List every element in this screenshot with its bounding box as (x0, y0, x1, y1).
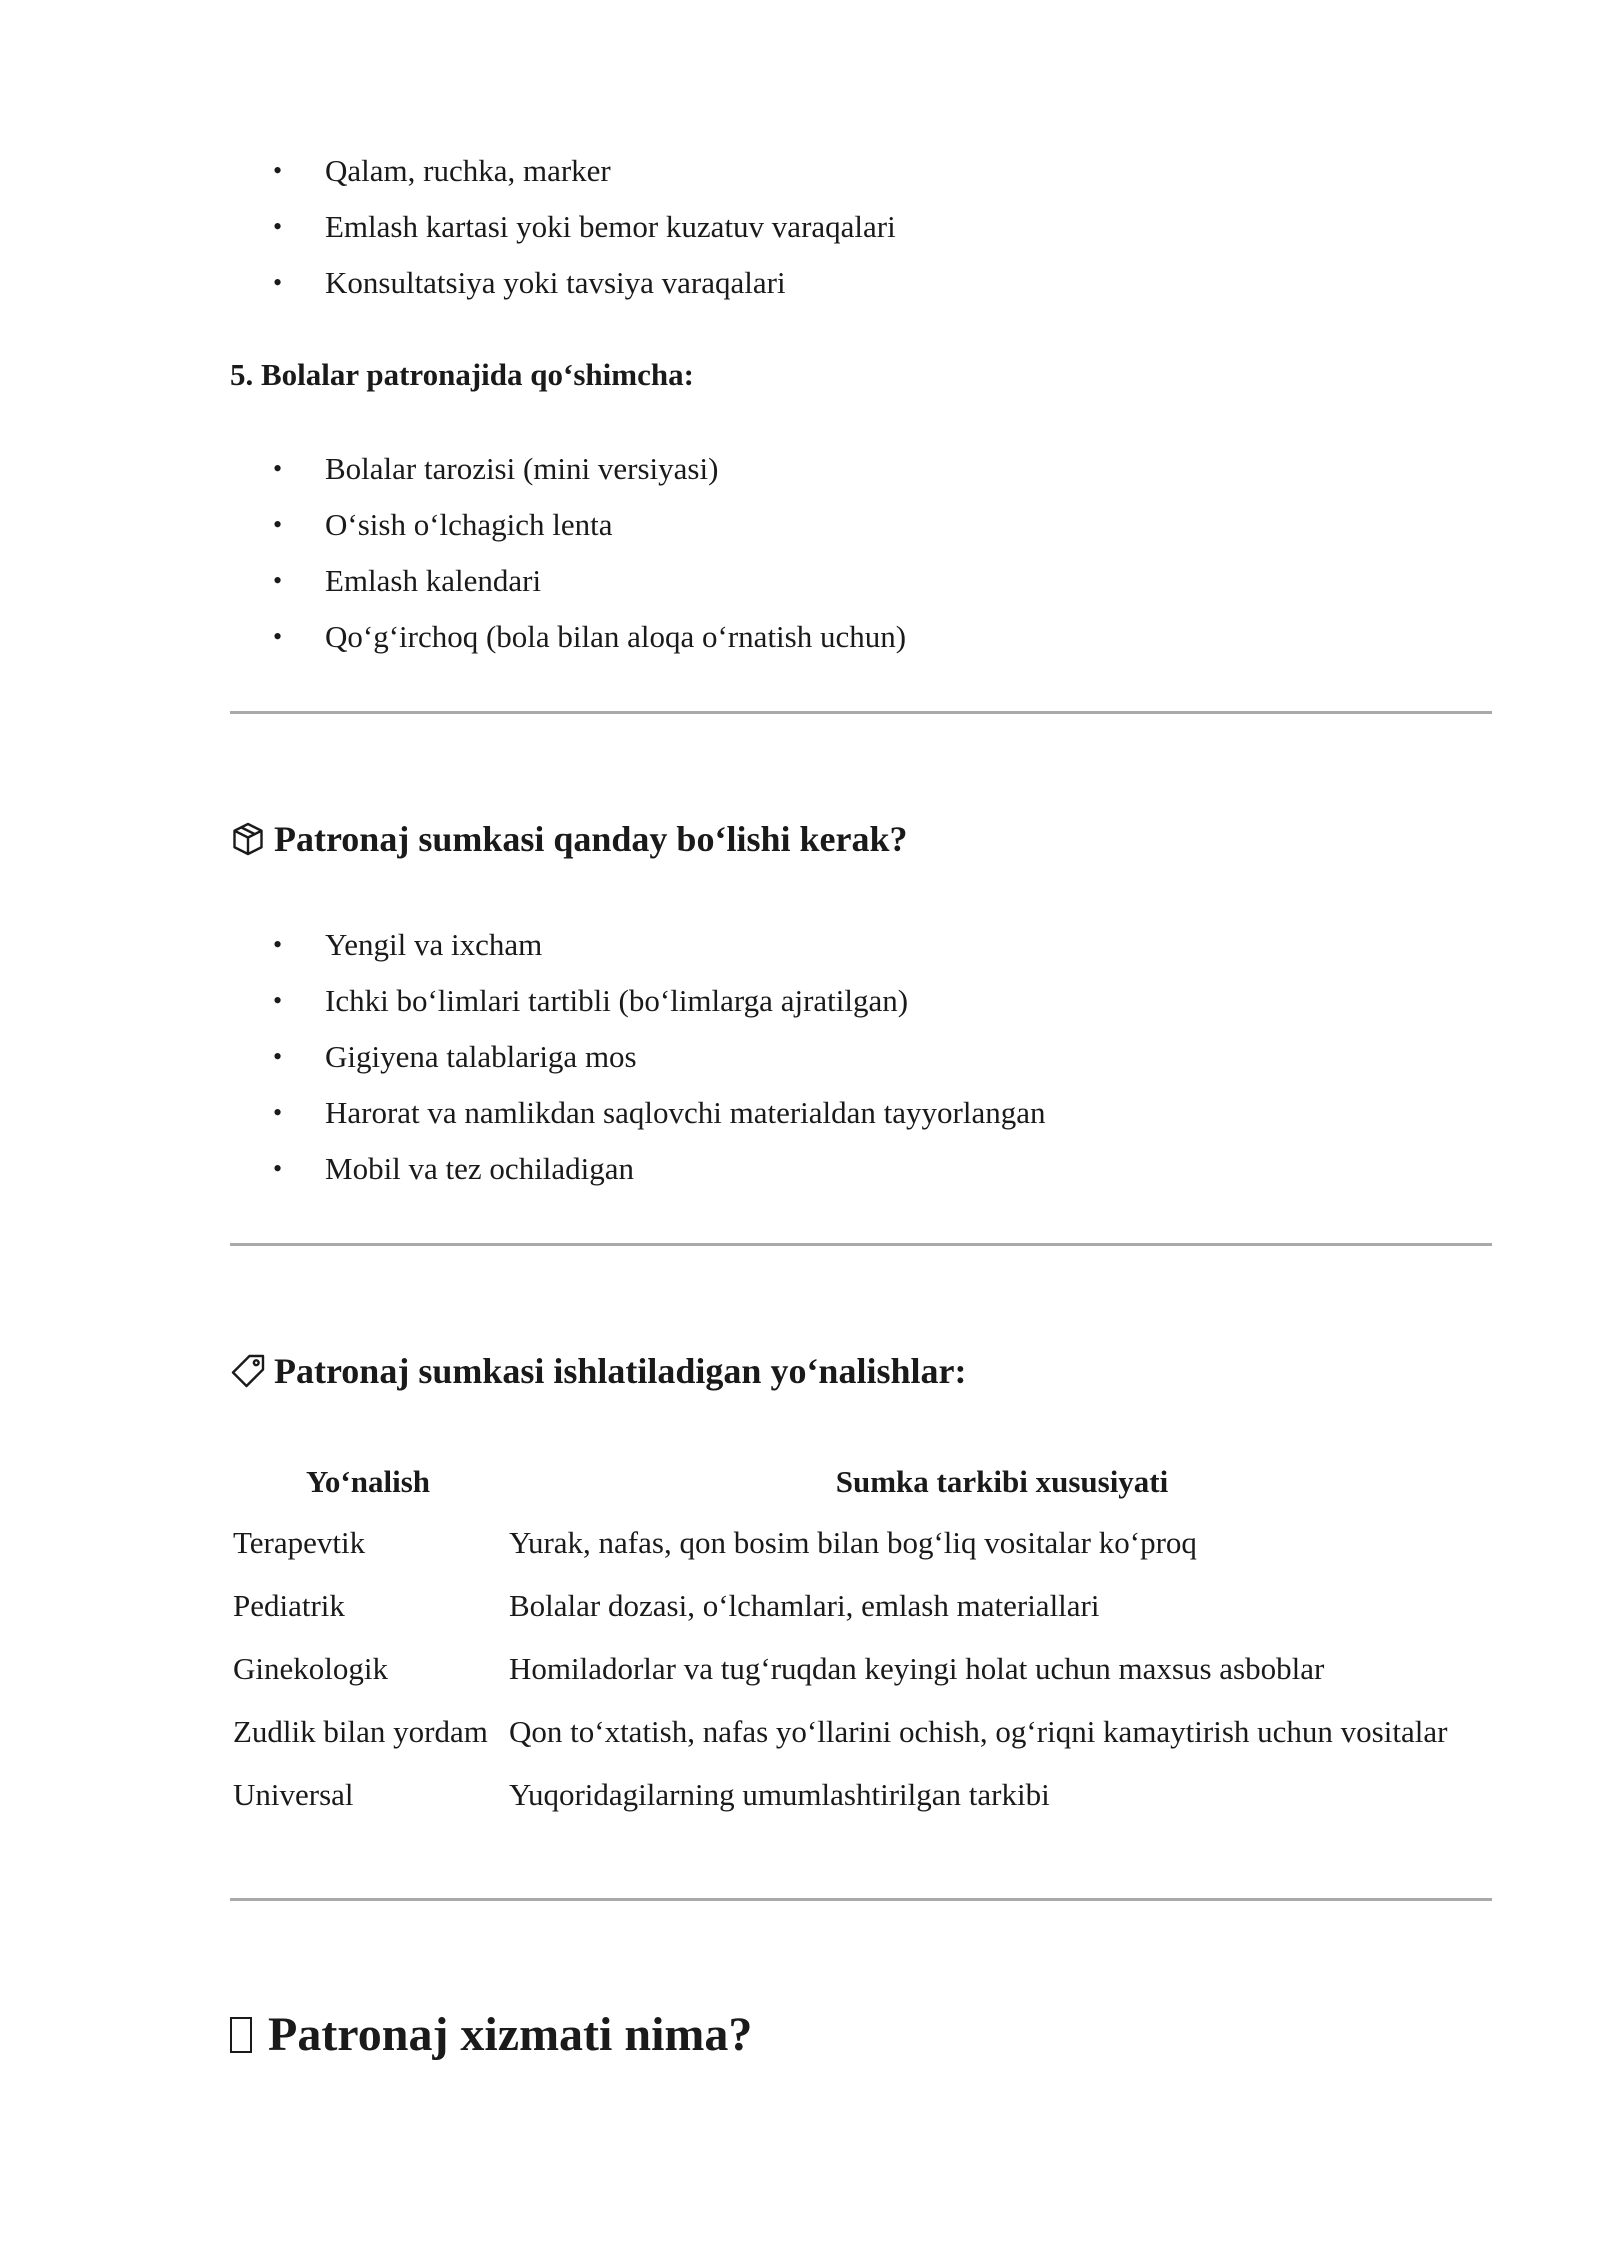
horizontal-rule (230, 1243, 1492, 1246)
table-cell: Ginekologik (233, 1650, 388, 1686)
directions-section-heading: Patronaj sumkasi ishlatiladigan yo‘nalishlar: (230, 1350, 966, 1392)
column-header: Sumka tarkibi xususiyati (835, 1464, 1169, 1499)
list-item: • O‘sish o‘lchagich lenta (273, 497, 1473, 553)
bullet-icon: • (273, 566, 283, 595)
list-item: • Emlash kartasi yoki bemor kuzatuv varaqalari (273, 199, 1473, 255)
bullet-icon: • (273, 212, 283, 241)
horizontal-rule (230, 711, 1492, 714)
table-cell: Homiladorlar va tug‘ruqdan keyingi holat uchun maxsus asboblar (509, 1650, 1325, 1686)
table-row (230, 1700, 1498, 1763)
final-section-heading: Patronaj xizmati nima? (230, 2007, 752, 2062)
table-row (230, 1511, 1498, 1574)
table-header-row (230, 1453, 1498, 1511)
table-cell: Universal (233, 1776, 354, 1812)
table-row (230, 1574, 1498, 1637)
list-item: • Qo‘g‘irchoq (bola bilan aloqa o‘rnatish uchun) (273, 609, 1473, 665)
bullet-icon: • (273, 156, 283, 185)
bullet-icon: • (273, 510, 283, 539)
list-item: • Emlash kalendari (273, 553, 1473, 609)
column-header: Yo‘nalish (305, 1464, 431, 1499)
bullet-icon: • (273, 622, 283, 651)
directions-table (230, 1453, 1498, 1826)
equipment-list (273, 143, 1473, 311)
table-row (230, 1763, 1498, 1826)
tag-icon (230, 1353, 266, 1389)
missing-glyph-icon (230, 2017, 252, 2053)
list-item: • Gigiyena talablariga mos (273, 1029, 1473, 1085)
list-item: • Harorat va namlikdan saqlovchi materialdan tayyorlangan (273, 1085, 1473, 1141)
bullet-icon: • (273, 1042, 283, 1071)
bullet-icon: • (273, 454, 283, 483)
bullet-icon: • (273, 930, 283, 959)
bag-requirements-list (273, 917, 1473, 1197)
list-item: • Konsultatsiya yoki tavsiya varaqalari (273, 255, 1473, 311)
list-item: • Qalam, ruchka, marker (273, 143, 1473, 199)
table-row (230, 1637, 1498, 1700)
list-item: • Ichki bo‘limlari tartibli (bo‘limlarga ajratilgan) (273, 973, 1473, 1029)
bullet-icon: • (273, 268, 283, 297)
table-cell: Pediatrik (233, 1587, 345, 1623)
bullet-icon: • (273, 986, 283, 1015)
list-item: • Bolalar tarozisi (mini versiyasi) (273, 441, 1473, 497)
children-patronage-list (273, 441, 1473, 665)
package-icon (230, 821, 266, 857)
list-item: • Yengil va ixcham (273, 917, 1473, 973)
table-cell: Terapevtik (233, 1524, 366, 1560)
table-cell: Bolalar dozasi, o‘lchamlari, emlash materiallari (509, 1587, 1100, 1623)
table-cell: Zudlik bilan yordam (233, 1713, 488, 1749)
bag-section-heading: Patronaj sumkasi qanday bo‘lishi kerak? (230, 818, 907, 860)
bullet-icon: • (273, 1154, 283, 1183)
table-cell: Yuqoridagilarning umumlashtirilgan tarkibi (509, 1776, 1050, 1812)
horizontal-rule (230, 1898, 1492, 1901)
bullet-icon: • (273, 1098, 283, 1127)
list-item: • Mobil va tez ochiladigan (273, 1141, 1473, 1197)
section-5-heading: 5. Bolalar patronajida qo‘shimcha: (230, 357, 694, 392)
table-cell: Yurak, nafas, qon bosim bilan bog‘liq vositalar ko‘proq (509, 1524, 1197, 1560)
table-cell: Qon to‘xtatish, nafas yo‘llarini ochish, og‘riqni kamaytirish uchun vositalar (509, 1713, 1448, 1749)
